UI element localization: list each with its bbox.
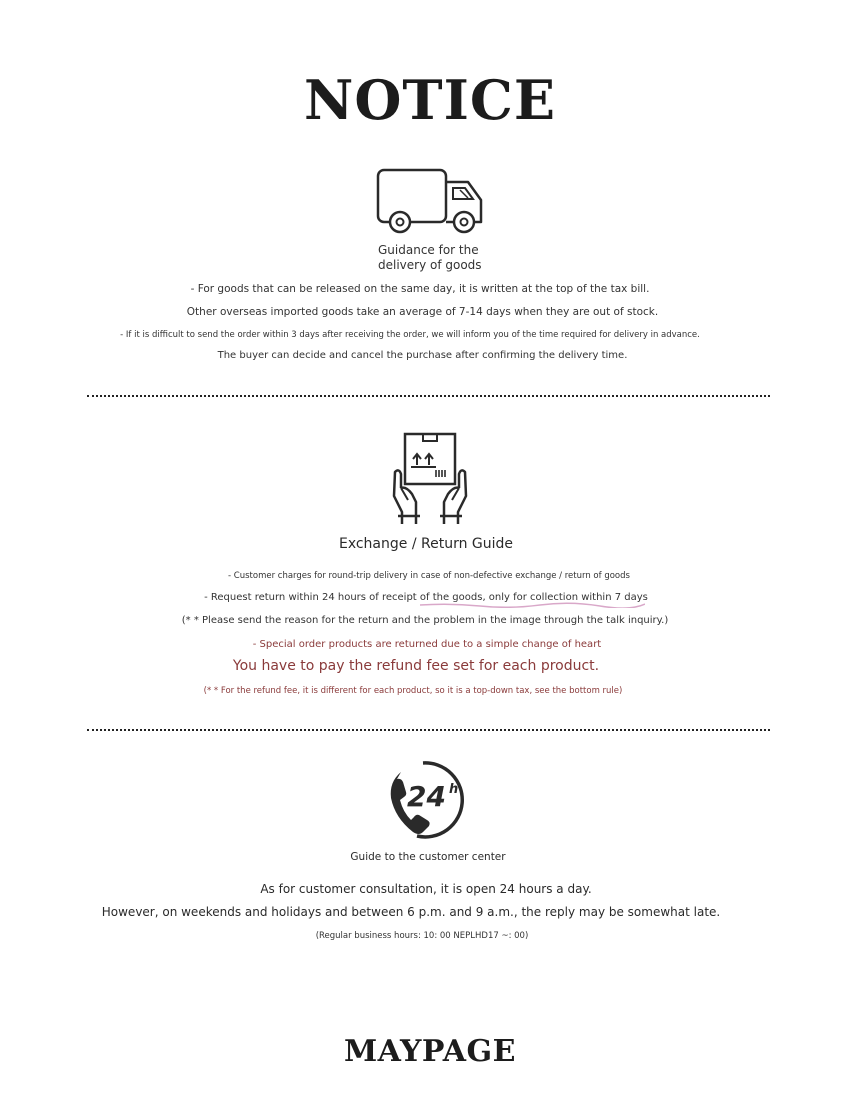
exchange-line-2: - Request return within 24 hours of receipt of the goods, only for collection within 7 days bbox=[204, 592, 648, 603]
customer-center-caption: Guide to the customer center bbox=[350, 851, 506, 863]
brand-logo: MAYPAGE bbox=[343, 1034, 517, 1069]
section-divider bbox=[87, 729, 770, 731]
delivery-line-3: - If it is difficult to send the order within 3 days after receiving the order, we will inform you of the time required for delivery in advance. bbox=[120, 330, 700, 340]
underline-scribble bbox=[420, 602, 645, 608]
customer-center-line-3: (Regular business hours: 10: 00 NEPLHD17 ~: 00) bbox=[315, 931, 529, 941]
exchange-line-5: You have to pay the refund fee set for each product. bbox=[232, 658, 600, 674]
delivery-line-2: Other overseas imported goods take an average of 7-14 days when they are out of stock. bbox=[186, 306, 659, 318]
page-title: NOTICE bbox=[304, 68, 556, 132]
exchange-line-6: (* * For the refund fee, it is different for each product, so it is a top-down tax, see the bottom rule) bbox=[203, 686, 623, 696]
customer-center-line-1: As for customer consultation, it is open 24 hours a day. bbox=[260, 882, 592, 896]
phone-24h-number: 24 bbox=[407, 780, 446, 813]
delivery-line-1: - For goods that can be released on the same day, it is written at the top of the tax bill. bbox=[190, 283, 650, 295]
customer-center-line-2: However, on weekends and holidays and between 6 p.m. and 9 a.m., the reply may be somewhat late. bbox=[101, 905, 721, 919]
package-hands-icon bbox=[392, 432, 468, 524]
exchange-line-1: - Customer charges for round-trip delivery in case of non-defective exchange / return of goods bbox=[228, 571, 630, 581]
delivery-line-4: The buyer can decide and cancel the purchase after confirming the delivery time. bbox=[217, 350, 628, 361]
exchange-line-3: (* * Please send the reason for the return and the problem in the image through the talk inquiry.) bbox=[181, 615, 669, 626]
delivery-caption-line2: delivery of goods bbox=[378, 258, 482, 272]
exchange-line-4: - Special order products are returned due to a simple change of heart bbox=[252, 639, 602, 650]
phone-24h-suffix: h bbox=[449, 782, 459, 797]
section-divider bbox=[87, 395, 770, 397]
delivery-caption bbox=[378, 243, 482, 273]
delivery-caption-line1: Guidance for the bbox=[378, 243, 479, 257]
delivery-truck-icon bbox=[376, 168, 484, 234]
exchange-caption: Exchange / Return Guide bbox=[338, 536, 514, 552]
phone-24h-icon bbox=[385, 760, 475, 840]
